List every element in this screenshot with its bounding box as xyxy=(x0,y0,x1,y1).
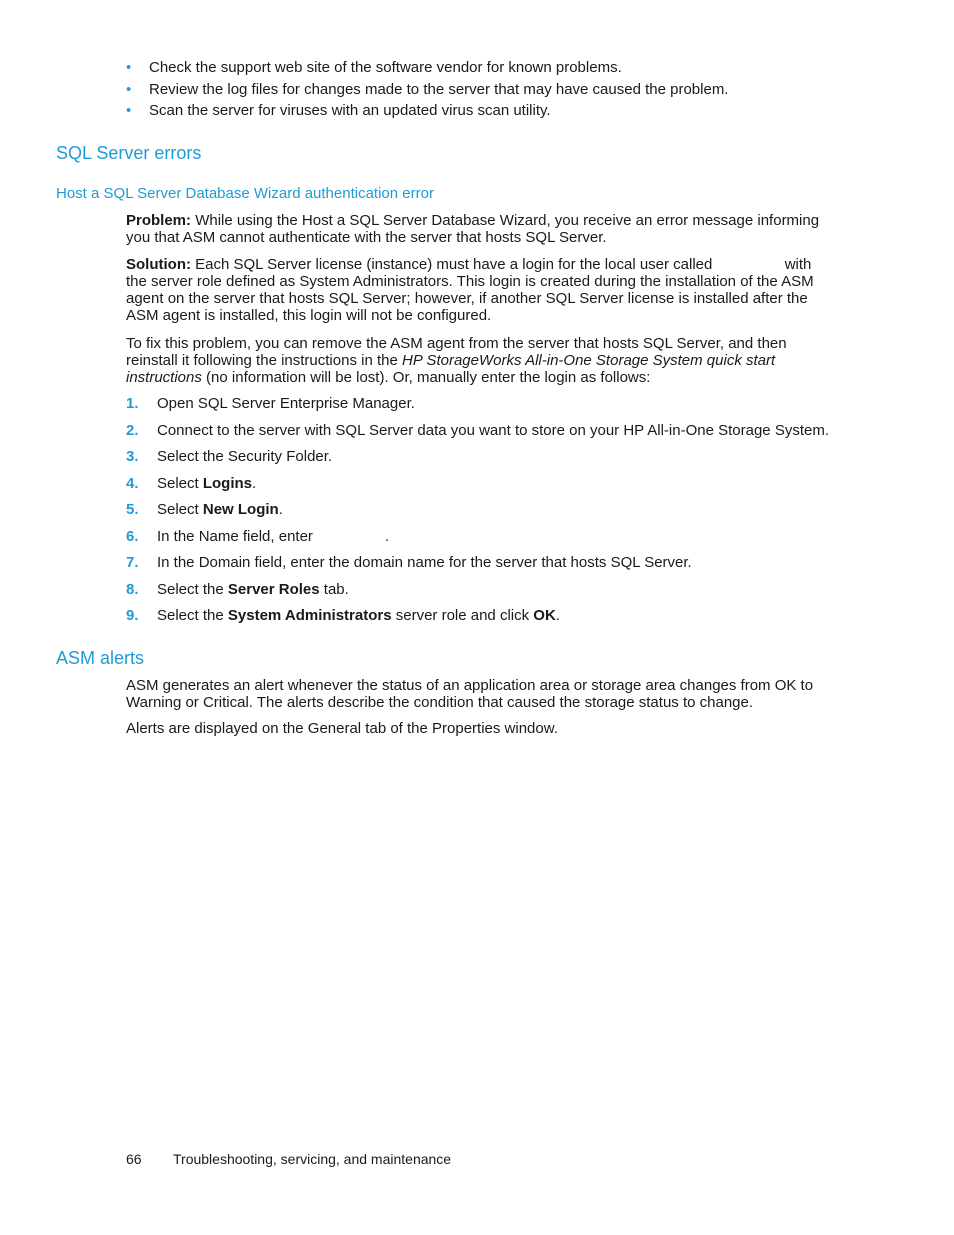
step-number: 7. xyxy=(126,554,139,571)
troubleshooting-bullet-list xyxy=(126,58,846,123)
ui-term-new-login: New Login xyxy=(202,501,279,518)
solution-label: Solution: xyxy=(126,256,191,273)
list-item: • Scan the server for viruses with an updated virus scan utility. xyxy=(126,102,551,119)
problem-label: Problem: xyxy=(126,212,192,229)
list-item: 1. Open SQL Server Enterprise Manager. xyxy=(126,395,415,412)
list-item: 4. Select Logins. xyxy=(126,474,257,492)
section-heading-sql-server-errors: SQL Server errors xyxy=(56,143,202,163)
ui-term-system-administrators: System Administrators xyxy=(227,607,392,624)
step-number: 3. xyxy=(126,448,139,465)
solution-paragraph xyxy=(126,256,836,324)
list-item: • Review the log files for changes made to the server that may have caused the problem. xyxy=(126,80,729,98)
step-number: 1. xyxy=(126,395,139,412)
step-number: 6. xyxy=(126,527,139,545)
list-item: 6. In the Name field, enter . xyxy=(126,527,390,545)
ui-term-ok: OK xyxy=(533,607,556,624)
fix-text-1: To fix this problem, you can remove the ASM agent from the server that hosts SQL Server, and then reinstall it following the instructions in the xyxy=(126,335,787,369)
list-item: 5. Select New Login. xyxy=(126,501,283,518)
list-item: • Check the support web site of the software vendor for known problems. xyxy=(126,59,622,76)
list-item: 8. Select the Server Roles tab. xyxy=(126,580,349,598)
alerts-paragraph-1: ASM generates an alert whenever the status of an application area or storage area changes from OK to Warning or Critical. The alerts describe the condition that caused the storage status to change. xyxy=(126,677,814,711)
list-item: 2. Connect to the server with SQL Server data you want to store on your HP All-in-One Storage System. xyxy=(126,421,829,439)
list-item: 9. Select the System Administrators server role and click OK. xyxy=(126,607,560,624)
footer-chapter-title: Troubleshooting, servicing, and maintenance xyxy=(173,1151,452,1167)
ui-term-server-roles: Server Roles xyxy=(227,580,320,598)
solution-text-1: Each SQL Server license (instance) must have a login for the local user called xyxy=(195,256,713,273)
step-number: 8. xyxy=(126,580,139,598)
alerts-paragraph-2: Alerts are displayed on the General tab of the Properties window. xyxy=(126,720,558,737)
step-number: 5. xyxy=(126,501,139,518)
bullet-icon: • xyxy=(126,80,132,98)
list-item: 3. Select the Security Folder. xyxy=(126,448,333,465)
fix-paragraph xyxy=(126,335,836,386)
bullet-icon: • xyxy=(126,102,132,119)
login-steps-list xyxy=(126,394,846,633)
list-item: 7. In the Domain field, enter the domain name for the server that hosts SQL Server. xyxy=(126,554,692,571)
bullet-icon: • xyxy=(126,59,132,76)
step-number: 9. xyxy=(126,607,139,624)
problem-paragraph xyxy=(126,212,836,246)
section-heading-asm-alerts: ASM alerts xyxy=(56,648,145,668)
step-number: 4. xyxy=(126,474,139,492)
subsection-heading-auth-error: Host a SQL Server Database Wizard authentication error xyxy=(56,185,434,202)
ui-term-logins: Logins xyxy=(202,474,253,492)
problem-text: While using the Host a SQL Server Database Wizard, you receive an error message informing you that ASM cannot authenticate with the server that hosts SQL Server. xyxy=(126,212,820,246)
solution-text-2: with the server role defined as System Administrators. This login is created during the installation of the ASM agent on the server that hosts SQL Server; however, if another SQL Server license is installed after the ASM agent is installed, this login will not be configured. xyxy=(126,256,814,324)
quick-start-title: HP StorageWorks All-in-One Storage System quick start instructions xyxy=(126,352,776,386)
fix-text-2: (no information will be lost). Or, manually enter the login as follows: xyxy=(206,369,651,386)
page-number: 66 xyxy=(126,1151,142,1167)
step-number: 2. xyxy=(126,421,139,439)
